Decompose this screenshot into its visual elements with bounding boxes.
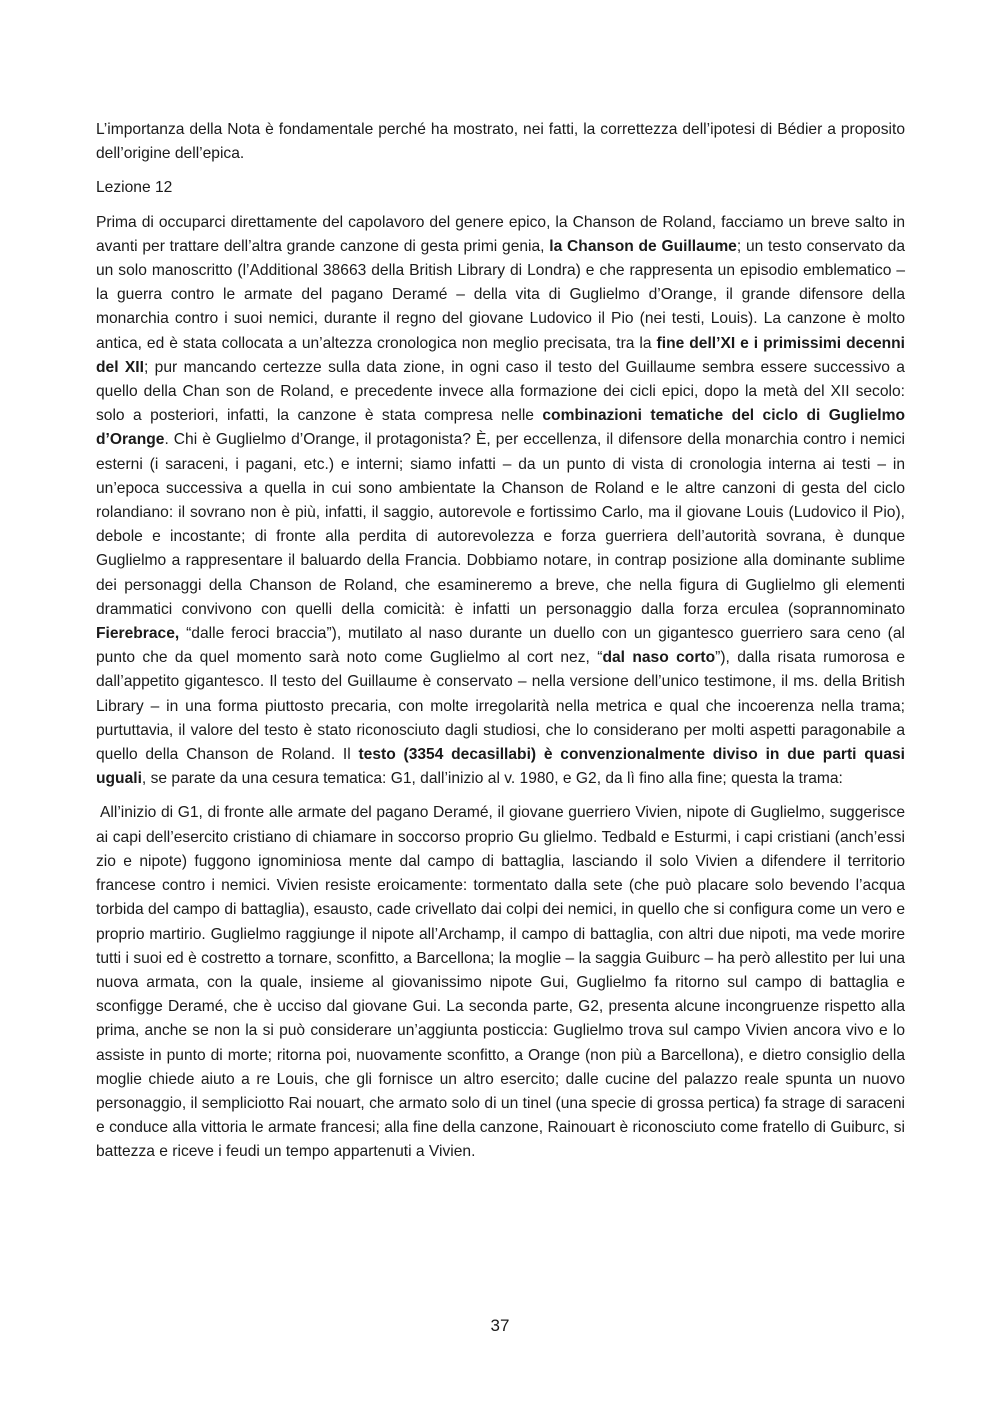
page-body [96, 118, 905, 1165]
bold-phrase: testo (3354 decasillabi) è convenzionalmente diviso in due parti quasi uguali [96, 746, 906, 788]
text-run: “dalle feroci braccia”), mutilato al naso durante un duello con un gigantesco guerriero sara ceno (al punto che da quel momento sarà noto come Guglielmo al cort nez, “ [96, 625, 905, 667]
main-paragraph [96, 211, 905, 792]
plot-paragraph: All’inizio di G1, di fronte alle armate del pagano Deramé, il giovane guerriero Vivien, nipote di Guglielmo, suggerisce ai capi dell’esercito cristiano di chiamare in soccorso proprio Gu glielmo. Tedbald e Esturmi, i capi cristiani (anch’essi zio e nipote) fuggono ignominiosa mente dal campo di battaglia, lasciando il solo Vivien a difendere il territorio francese contro i nemici. Vivien resiste eroicamente: tormentato dalla sete (che può placare solo bevendo l’acqua torbida del campo di battaglia), esausto, cade crivellato dai colpi dei nemici, in quello che si configura come un vero e proprio martirio. Guglielmo raggiunge il nipote all’Archamp, il campo di battaglia, con altri due nipoti, ma vede morire tutti i suoi ed è costretto a tornare, sconfitto, a Barcellona; la moglie – la saggia Guiburc – ha però allestito per lui una nuova armata, con la quale, insieme al giovanissimo nipote Gui, Guglielmo fa ritorno sul campo di battaglia e sconfigge Deramé, che è ucciso dal giovane Gui. La seconda parte, G2, presenta alcune incongruenze rispetto alla prima, anche se non la si può considerare un’aggiunta posticcia: Guglielmo trova sul campo Vivien ancora vivo e lo assiste in punto di morte; ritorna poi, nuovamente sconfitto, a Orange (non più a Barcellona), e dietro consiglio della moglie chiede aiuto a re Louis, che gli fornisce un altro esercito; dalle cucine del palazzo reale spunta un nuovo personaggio, il sempliciotto Rai nouart, che armato solo di un tinel (una specie di grossa pertica) fa strage di saraceni e conduce alla vittoria le armate francesi; alla fine della canzone, Rainouart è riconosciuto come fratello di Guiburc, si battezza e riceve i feudi un tempo appartenuti a Vivien. [96, 804, 905, 1161]
lesson-heading: Lezione 12 [96, 179, 173, 197]
bold-phrase: combinazioni tematiche del ciclo di Guglielmo d’Orange [96, 407, 905, 449]
intro-paragraph: L’importanza della Nota è fondamentale perché ha mostrato, nei fatti, la correttezza dell’ipotesi di Bédier a proposito dell’origine dell’epica. [96, 121, 905, 163]
text-run: Prima di occuparci direttamente del capolavoro del genere epico, la Chanson de Roland, facciamo un breve salto in avanti per trattare dell’altra grande canzone di gesta primi genia, [96, 213, 905, 255]
text-run: ”), dalla risata rumorosa e dall’appetito gigantesco. Il testo del Guillaume è conservato – nella versione dell’unico testimone, il ms. della British Library – in una forma piuttosto precaria, con molte irregolarità nella metrica e qual che incoerenza nella trama; purtuttavia, il valore del testo è stato riconosciuto dagli studiosi, che lo considerano per molti aspetti paragonabile a quello della Chanson de Roland. Il [96, 649, 905, 764]
bold-phrase: fine dell’XI e i primissimi decenni del XII [96, 334, 906, 376]
text-run: , se parate da una cesura tematica: G1, dall’inizio al v. 1980, e G2, da lì fino alla fine; questa la trama: [141, 770, 843, 788]
bold-phrase: la Chanson de Guillaume [549, 237, 737, 255]
text-run: ; pur mancando certezze sulla data zione, in ogni caso il testo del Guillaume sembra essere successivo a quello della Chan son de Roland, e precedente invece alla formazione dei cicli epici, dopo la metà del XII secolo: solo a posteriori, infatti, la canzone è stata compresa nelle [96, 358, 905, 425]
bold-phrase: Fierebrace, [96, 625, 180, 643]
text-run: ; un testo conservato da un solo manoscritto (l’Additional 38663 della British Library di Londra) e che rappresenta un episodio emblematico – la guerra contro le armate del pagano Deramé – della vita di Guglielmo d’Orange, il grande difensore della monarchia contro i suoi nemici, durante il regno del giovane Ludovico il Pio (nei testi, Louis). La canzone è molto antica, ed è stata collocata a un’altezza cronologica non meglio precisata, tra la [96, 237, 906, 352]
bold-phrase: dal naso corto [602, 649, 716, 667]
text-run: . Chi è Guglielmo d’Orange, il protagonista? È, per eccellenza, il difensore della monarchia contro i nemici esterni (i saraceni, i pagani, etc.) e interni; siamo infatti – da un punto di vista di cronologia interna ai testi – in un’epoca successiva a quella in cui sono ambientate la Chanson de Roland e le altre canzoni di gesta del ciclo rolandiano: il sovrano non è più, infatti, il saggio, autorevole e fortissimo Carlo, ma il giovane Louis (Ludovico il Pio), debole e incostante; di fronte alla perdita di autorevolezza e forza guerriera dell’autorità sovrana, è dunque Guglielmo a rappresentare il baluardo della Francia. Dobbiamo notare, in contrap posizione alla dominante sublime dei personaggi della Chanson de Roland, che esamineremo a breve, che nella figura di Guglielmo gli elementi drammatici convivono con quelli della comicità: è infatti un personaggio dalla forza erculea (soprannominato [96, 431, 905, 618]
page-number: 37 [490, 1316, 510, 1335]
